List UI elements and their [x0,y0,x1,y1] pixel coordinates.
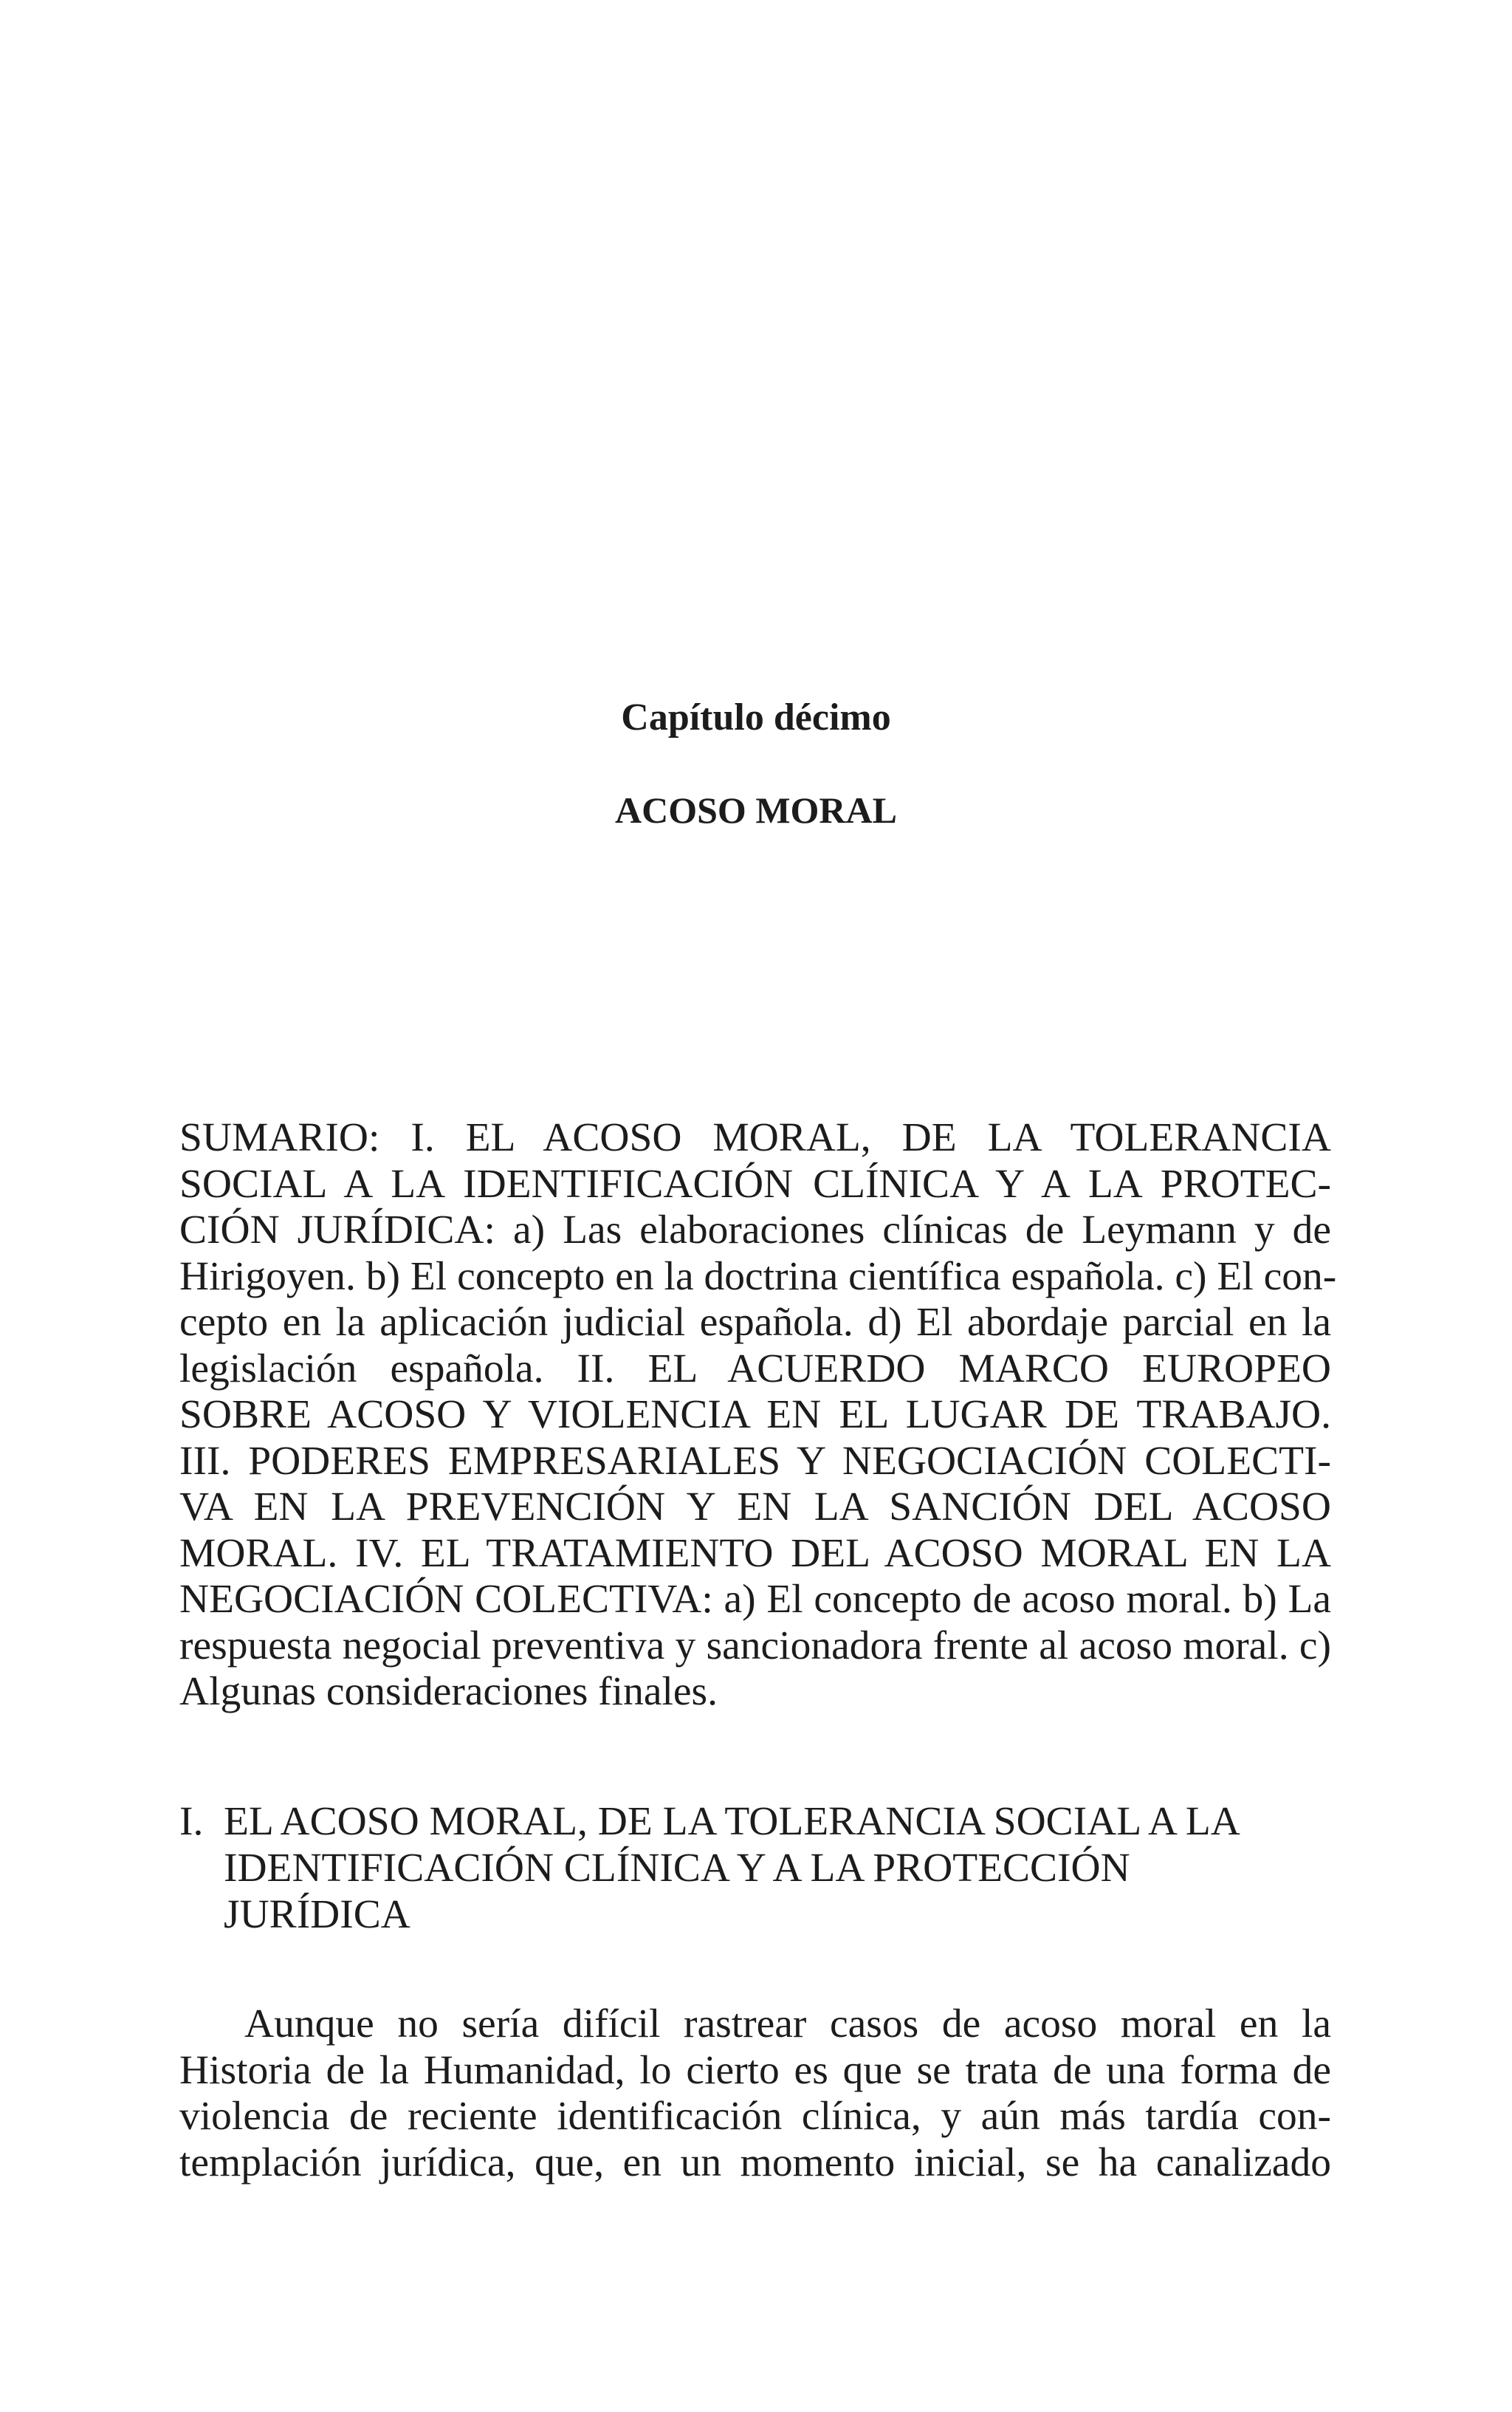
summary-line: NEGOCIACIÓN COLECTIVA: a) El concepto de acoso moral. b) La [179,1577,1331,1622]
section-heading-line: JURÍDICA [224,1892,410,1937]
section-number: I. [179,1799,204,1844]
section-heading-text [179,1798,1331,1938]
summary-block [179,1115,1337,1716]
summary-line: SUMARIO: I. EL ACOSO MORAL, DE LA TOLERANCIA [179,1115,1331,1160]
body-line: violencia de reciente identificación clínica, y aún más tardía con- [179,2094,1331,2139]
chapter-label: Capítulo décimo [621,696,891,739]
summary-line: CIÓN JURÍDICA: a) Las elaboraciones clínicas de Leymann y de [179,1207,1331,1253]
body-line: templación jurídica, que, en un momento inicial, se ha canalizado [179,2139,1331,2185]
summary-line: SOCIAL A LA IDENTIFICACIÓN CLÍNICA Y A LA PROTEC- [179,1161,1331,1207]
body-line: Historia de la Humanidad, lo cierto es que se trata de una forma de [179,2047,1331,2093]
summary-line: cepto en la aplicación judicial española. d) El abordaje parcial en la [179,1300,1331,1345]
summary-line: MORAL. IV. EL TRATAMIENTO DEL ACOSO MORAL EN LA [179,1530,1331,1576]
summary-line: respuesta negocial preventiva y sancionadora frente al acoso moral. c) [179,1623,1331,1668]
summary-line: III. PODERES EMPRESARIALES Y NEGOCIACIÓN COLECTI- [179,1438,1331,1484]
section-heading-line: IDENTIFICACIÓN CLÍNICA Y A LA PROTECCIÓN [224,1846,1130,1891]
body-paragraph [179,2001,1331,2186]
summary-line: Hirigoyen. b) El concepto en la doctrina científica española. c) El con- [179,1253,1337,1299]
summary-line: VA EN LA PREVENCIÓN Y EN LA SANCIÓN DEL ACOSO [179,1484,1331,1529]
summary-line: SOBRE ACOSO Y VIOLENCIA EN EL LUGAR DE TRABAJO. [179,1392,1331,1437]
section-heading [179,1798,1331,1938]
section-heading-line: EL ACOSO MORAL, DE LA TOLERANCIA SOCIAL A LA [224,1799,1240,1844]
chapter-title: ACOSO MORAL [615,789,897,831]
body-line: Aunque no sería difícil rastrear casos de acoso moral en la [244,2001,1331,2046]
summary-line: legislación española. II. EL ACUERDO MARCO EUROPEO [179,1346,1331,1391]
summary-line: Algunas consideraciones finales. [179,1669,718,1714]
